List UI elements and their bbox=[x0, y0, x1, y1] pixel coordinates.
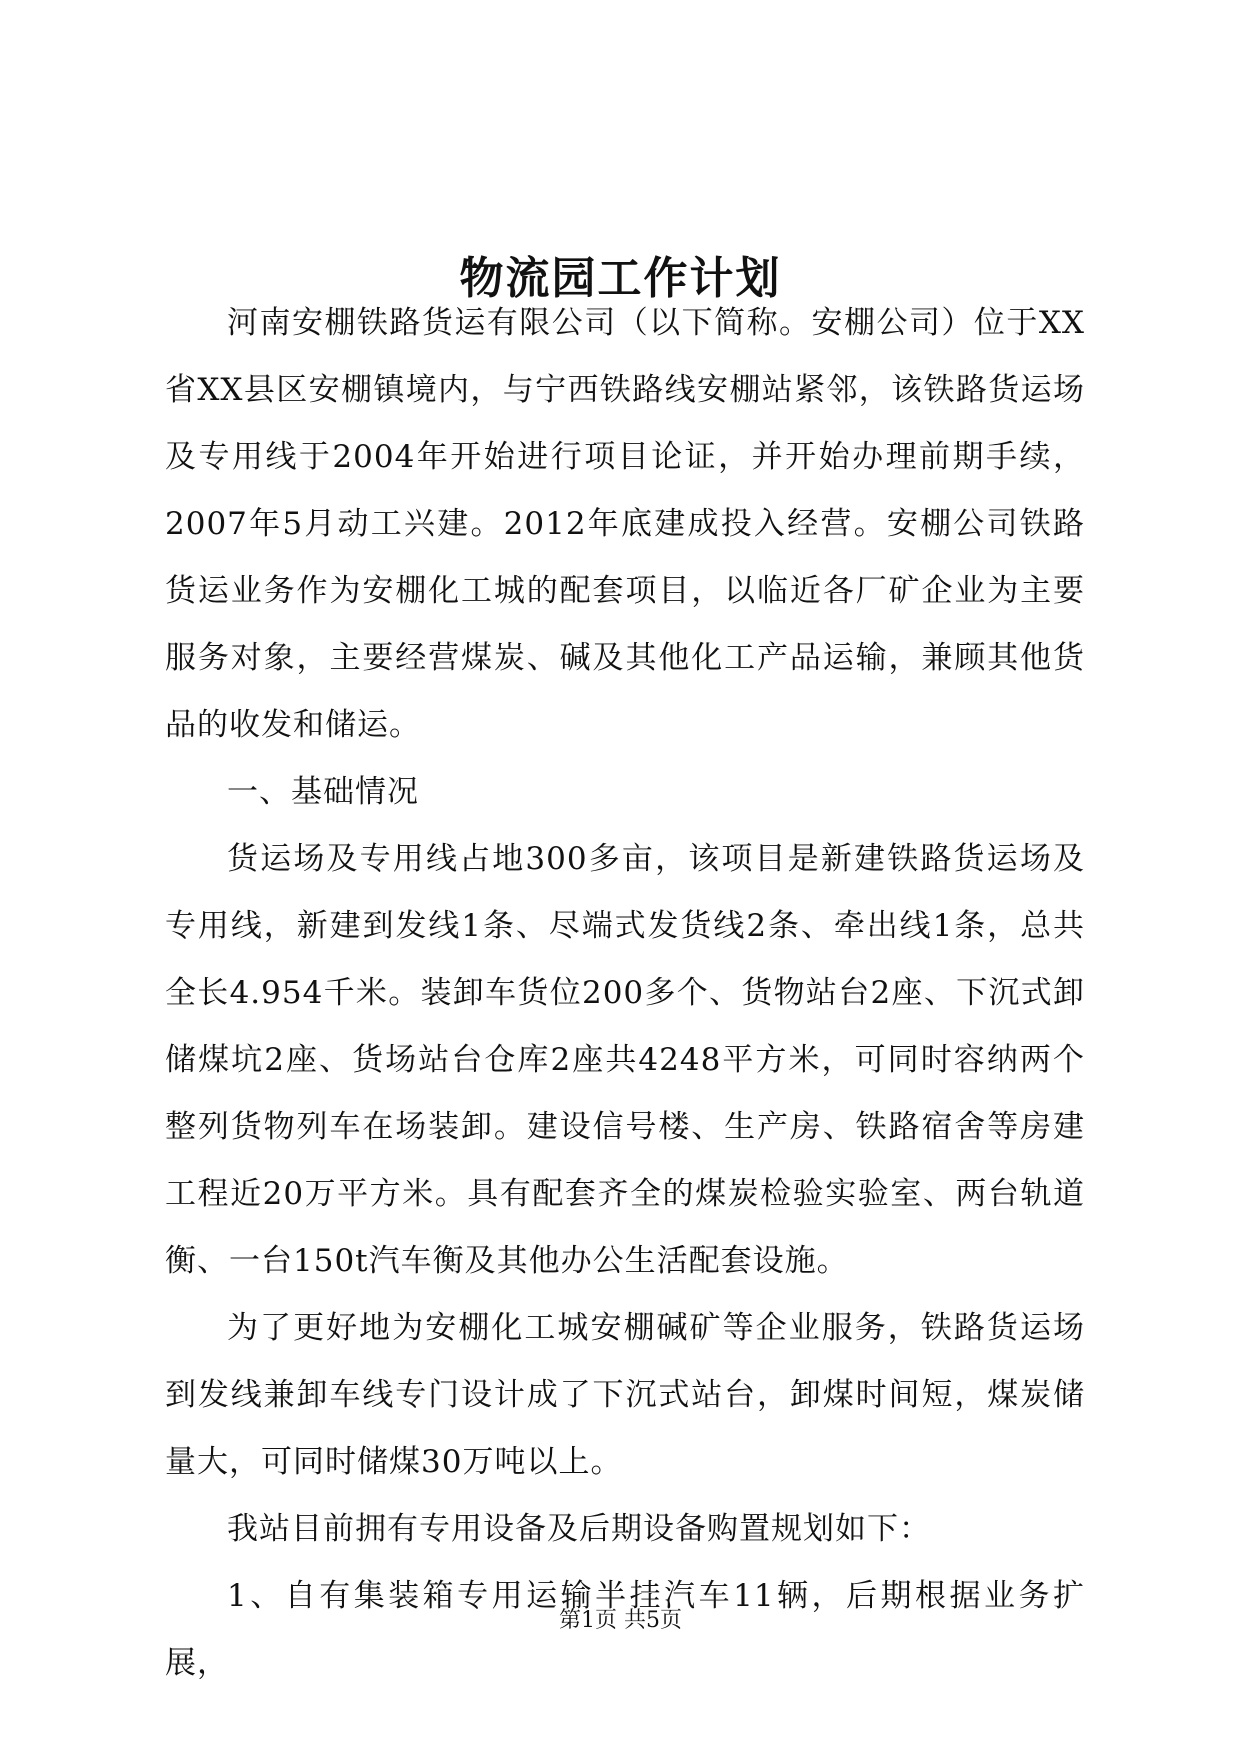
paragraph-equipment-item-1: 1、自有集装箱专用运输半挂汽车11辆，后期根据业务扩展， bbox=[165, 1578, 1085, 1681]
paragraph-intro: 河南安棚铁路货运有限公司（以下简称。安棚公司）位于XX省XX县区安棚镇境内，与宁西铁路线安棚站紧邻，该铁路货运场及专用线于2004年开始进行项目论证，并开始办理前期手续，2007年5月动工兴建。2012年底建成投入经营。安棚公司铁路货运业务作为安棚化工城的配套项目，以临近各厂矿企业为主要服务对象，主要经营煤炭、碱及其他化工产品运输，兼顾其他货品的收发和储运。 bbox=[165, 305, 1085, 743]
page-title: 物流园工作计划 bbox=[459, 253, 782, 305]
paragraph-facilities: 货运场及专用线占地300多亩，该项目是新建铁路货运场及专用线，新建到发线1条、尽端式发货线2条、牵出线1条，总共全长4.954千米。装卸车货位200多个、货物站台2座、下沉式卸储煤坑2座、货场站台仓库2座共4248平方米，可同时容纳两个整列货物列车在场装卸。建设信号楼、生产房、铁路宿舍等房建工程近20万平方米。具有配套齐全的煤炭检验实验室、两台轨道衡、一台150t汽车衡及其他办公生活配套设施。 bbox=[165, 841, 1085, 1279]
document-body bbox=[165, 290, 1085, 1697]
page-number-footer: 第1页 共5页 bbox=[559, 1608, 682, 1633]
section-heading-basic-info: 一、基础情况 bbox=[227, 774, 419, 810]
paragraph-coal-storage: 为了更好地为安棚化工城安棚碱矿等企业服务，铁路货运场到发线兼卸车线专门设计成了下沉式站台，卸煤时间短，煤炭储量大，可同时储煤30万吨以上。 bbox=[165, 1310, 1085, 1480]
paragraph-equipment-intro: 我站目前拥有专用设备及后期设备购置规划如下： bbox=[227, 1511, 931, 1547]
